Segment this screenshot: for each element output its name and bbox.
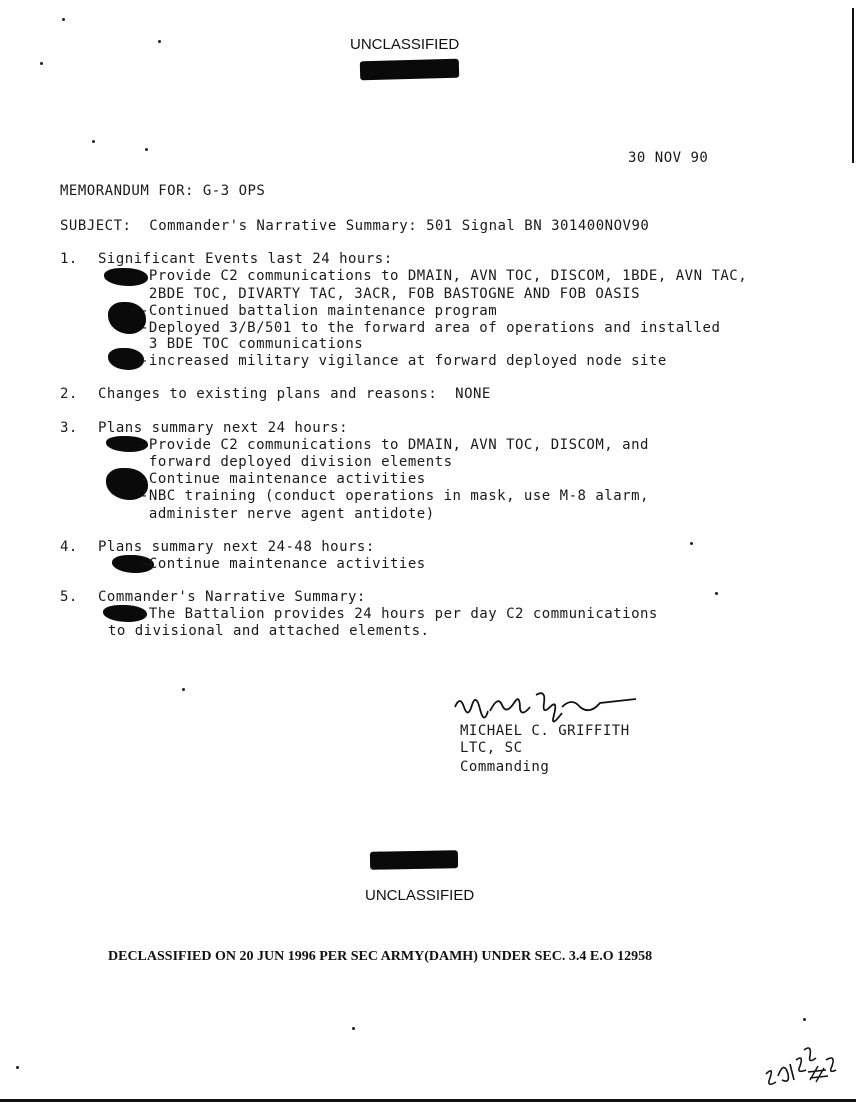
scan-speck (40, 62, 43, 65)
section-1-item-2: -Continued battalion maintenance program (140, 303, 498, 319)
memo-subject: SUBJECT: Commander's Narrative Summary: 501 Signal BN 301400NOV90 (60, 218, 650, 234)
section-3-item-1-line-2: forward deployed division elements (140, 454, 453, 470)
section-3-item-3-line-1: -NBC training (conduct operations in mask, use M-8 alarm, (140, 488, 649, 504)
scan-speck (145, 148, 148, 151)
section-5-continuation: to divisional and attached elements. (108, 623, 430, 639)
section-3-item-3-line-2: administer nerve agent antidote) (140, 506, 435, 522)
section-5-number: 5. (60, 589, 78, 605)
section-1-item-1-line-2: 2BDE TOC, DIVARTY TAC, 3ACR, FOB BASTOGNE AND FOB OASIS (140, 286, 641, 302)
section-1-item-3-line-1: -Deployed 3/B/501 to the forward area of operations and installed (140, 320, 721, 336)
scan-speck (352, 1027, 355, 1030)
section-1-number: 1. (60, 251, 78, 267)
section-1-item-3-line-2: 3 BDE TOC communications (140, 336, 364, 352)
section-1-item-4: -increased military vigilance at forward deployed node site (140, 353, 667, 369)
section-1-heading: Significant Events last 24 hours: (98, 251, 393, 267)
scan-speck (62, 18, 65, 21)
classification-top: UNCLASSIFIED (350, 36, 460, 53)
section-3-item-1-line-1: -Provide C2 communications to DMAIN, AVN TOC, DISCOM, and (140, 437, 649, 453)
scan-edge-right (852, 8, 854, 163)
scan-speck (690, 542, 693, 545)
section-2-number: 2. (60, 386, 78, 402)
section-3-number: 3. (60, 420, 78, 436)
redaction-bar-top (360, 59, 459, 81)
section-4-item-1: -Continue maintenance activities (140, 556, 426, 572)
scan-speck (92, 140, 95, 143)
section-5-item-1: -The Battalion provides 24 hours per day C2 communications (140, 606, 658, 622)
scan-speck (803, 1018, 806, 1021)
section-2-heading: Changes to existing plans and reasons: NONE (98, 386, 491, 402)
signature-rank: LTC, SC (460, 740, 523, 756)
section-4-heading: Plans summary next 24-48 hours: (98, 539, 375, 555)
section-5-heading: Commander's Narrative Summary: (98, 589, 366, 605)
section-4-number: 4. (60, 539, 78, 555)
section-1-item-1-line-1: -Provide C2 communications to DMAIN, AVN TOC, DISCOM, 1BDE, AVN TAC, (140, 268, 748, 284)
redaction-bar-bottom (370, 850, 458, 870)
memorandum-for: MEMORANDUM FOR: G-3 OPS (60, 183, 266, 199)
memo-date: 30 NOV 90 (628, 150, 709, 166)
section-3-item-2: -Continue maintenance activities (140, 471, 426, 487)
declassification-statement: DECLASSIFIED ON 20 JUN 1996 PER SEC ARMY(DAMH) UNDER SEC. 3.4 E.O 12958 (108, 949, 653, 964)
signature-title: Commanding (460, 759, 550, 775)
classification-bottom: UNCLASSIFIED (365, 887, 475, 904)
scan-speck (182, 688, 185, 691)
section-3-heading: Plans summary next 24 hours: (98, 420, 349, 436)
handwritten-note (760, 1030, 840, 1096)
scan-speck (16, 1066, 19, 1069)
scan-speck (158, 40, 161, 43)
redaction-mark (108, 348, 144, 370)
signature-name: MICHAEL C. GRIFFITH (460, 723, 630, 739)
scan-speck (715, 592, 718, 595)
scan-edge-bottom (0, 1099, 856, 1102)
